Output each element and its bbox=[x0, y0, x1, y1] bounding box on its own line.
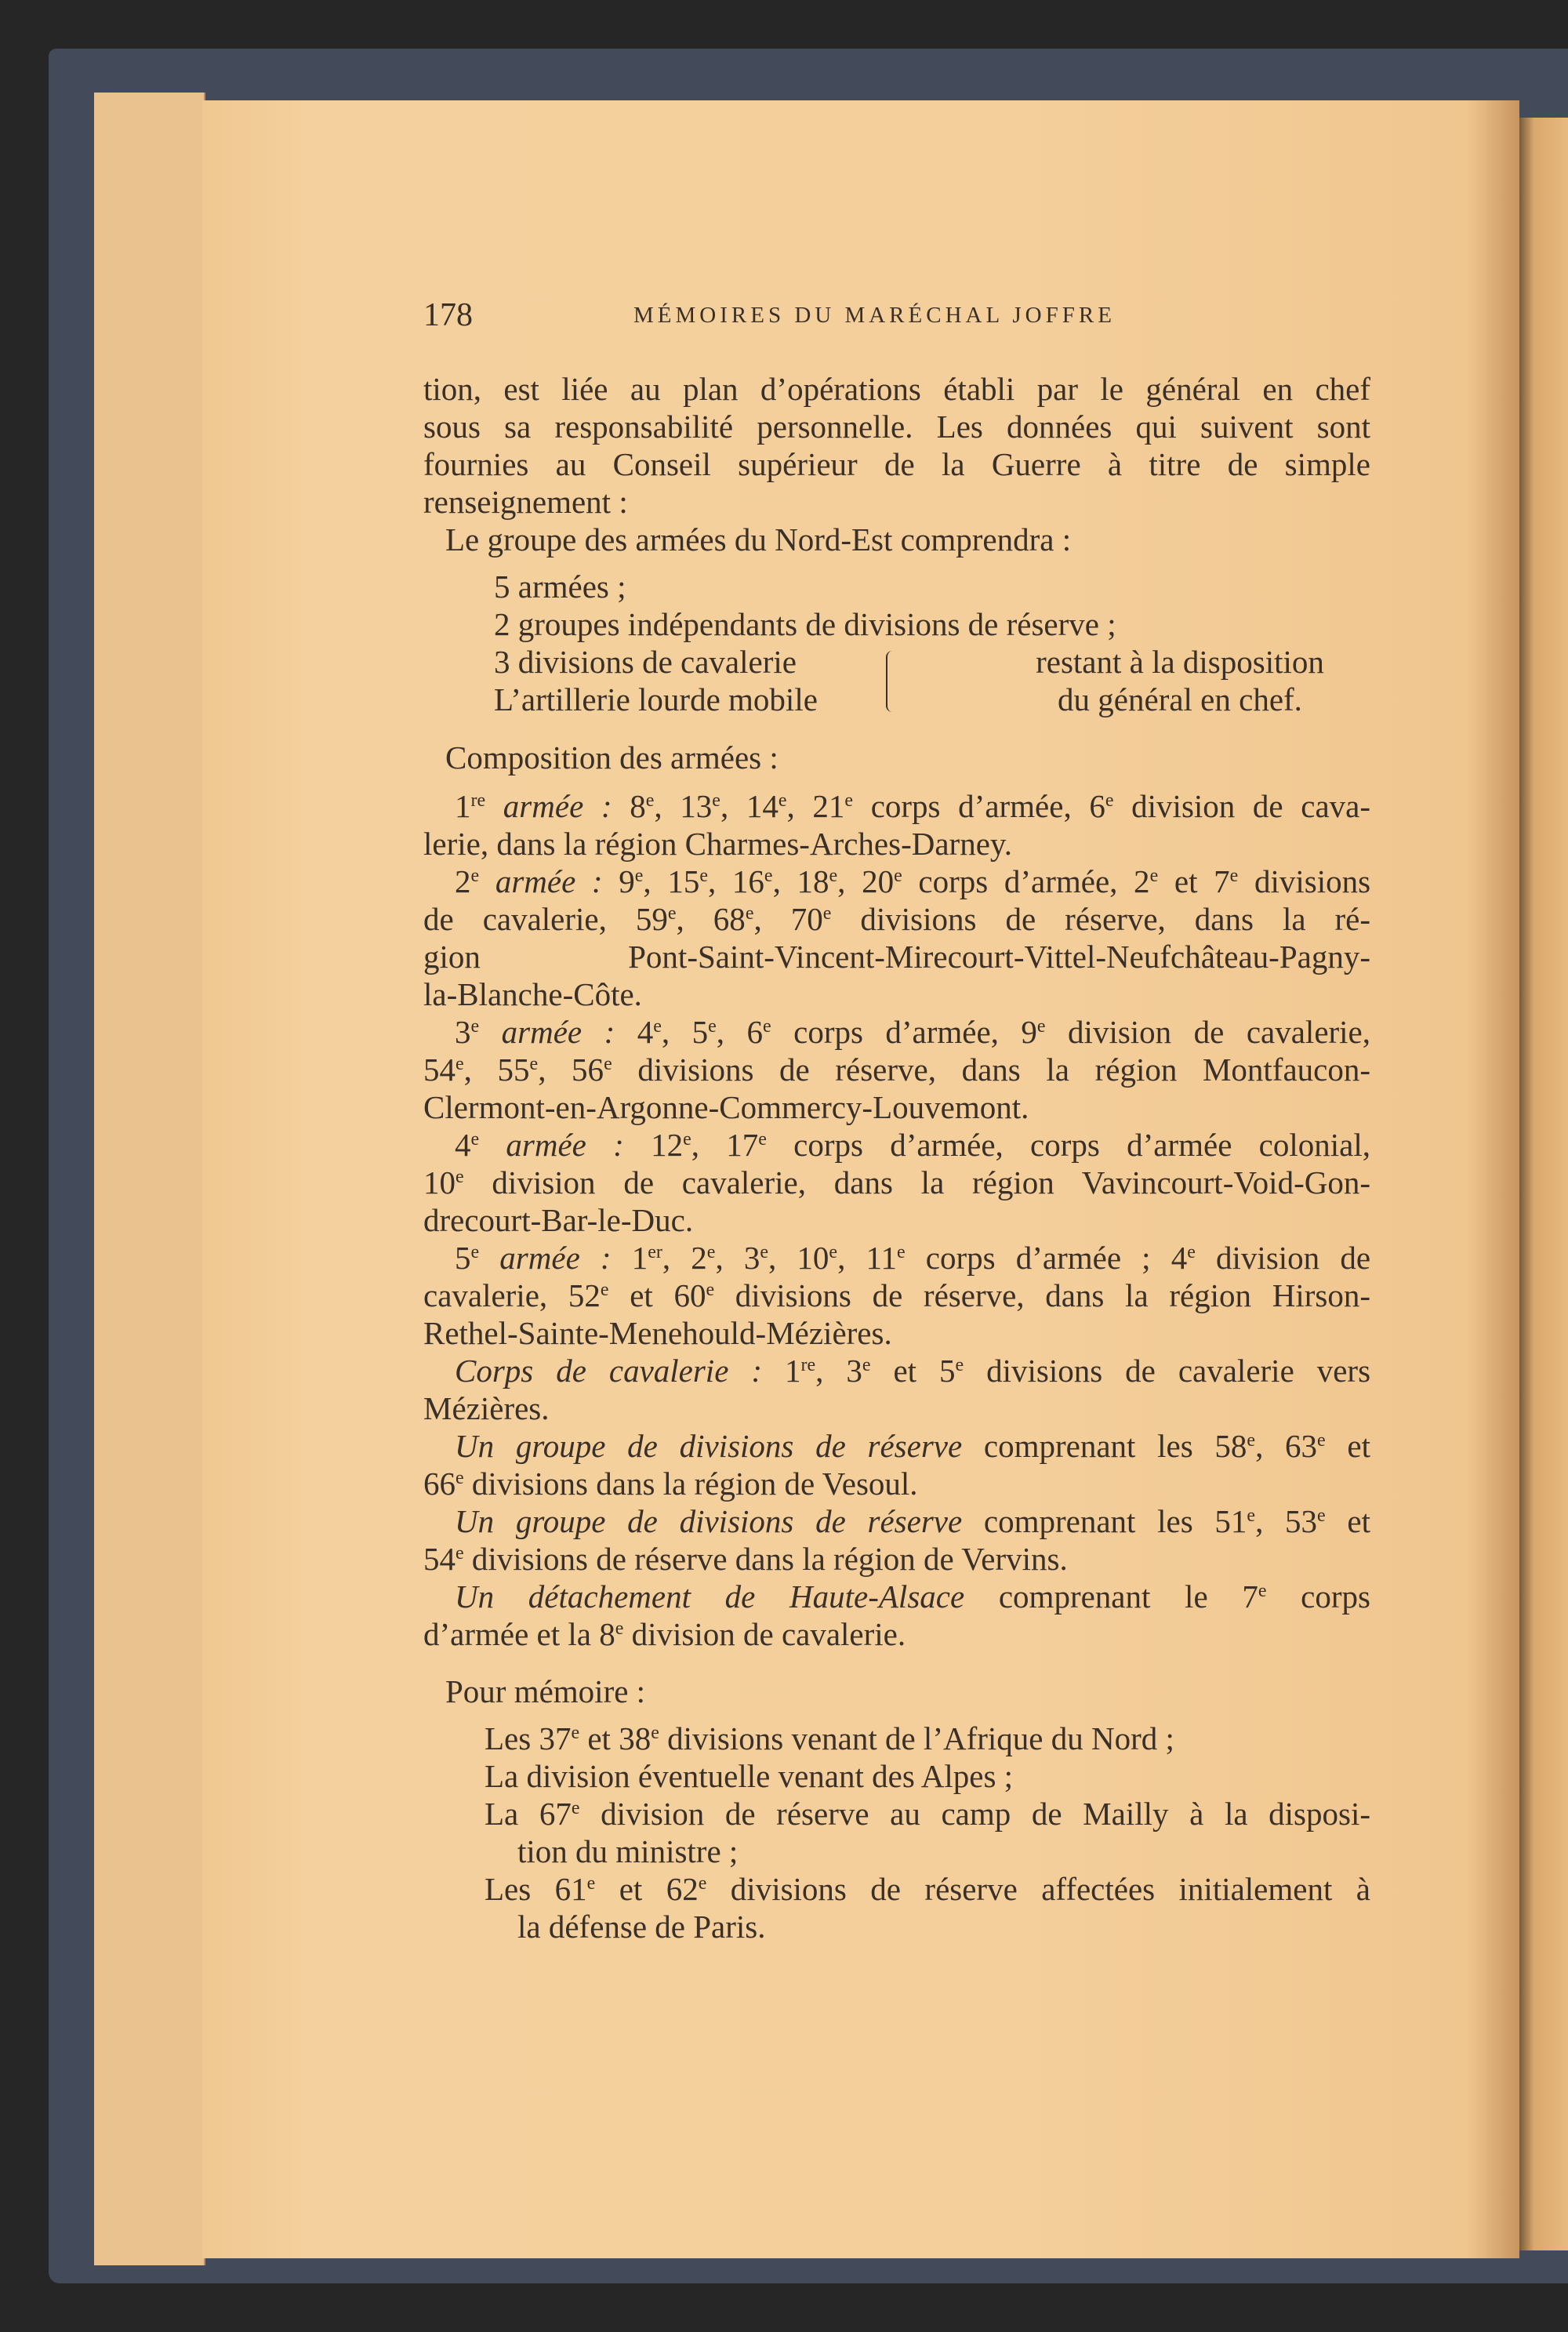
superscript: e bbox=[470, 1129, 480, 1150]
paragraph bbox=[423, 1578, 1370, 1653]
superscript: e bbox=[706, 1242, 716, 1262]
text-line: 2e armée : 9e, 15e, 16e, 18e, 20e corps d’armée, 2e et 7e divisions bbox=[455, 863, 1371, 899]
superscript: e bbox=[708, 1016, 717, 1037]
text-line: Pour mémoire : bbox=[445, 1673, 646, 1709]
superscript: e bbox=[571, 1723, 580, 1743]
superscript: e bbox=[1258, 1581, 1267, 1601]
italic-text: armée : bbox=[479, 1240, 612, 1276]
superscript: e bbox=[667, 903, 677, 924]
superscript: e bbox=[862, 1355, 871, 1375]
paragraph bbox=[423, 1427, 1370, 1502]
text-line: cavalerie, 52e et 60e divisions de réserve, dans la région Hirson- bbox=[423, 1277, 1370, 1313]
italic-text: Un groupe de divisions de réserve bbox=[455, 1503, 963, 1539]
text-line: 2 groupes indépendants de divisions de réserve ; bbox=[494, 606, 1116, 642]
text-line: la défense de Paris. bbox=[517, 1909, 766, 1945]
superscript: e bbox=[745, 903, 754, 924]
superscript: e bbox=[1036, 1016, 1046, 1037]
superscript: e bbox=[758, 1129, 767, 1150]
text-line: de cavalerie, 59e, 68e, 70e divisions de réserve, dans la ré- bbox=[423, 901, 1371, 937]
paragraph bbox=[423, 1673, 1370, 1710]
paragraph bbox=[423, 1352, 1370, 1427]
superscript: e bbox=[1187, 1242, 1196, 1262]
superscript: re bbox=[470, 790, 486, 811]
text-line: drecourt-Bar-le-Duc. bbox=[423, 1202, 694, 1238]
paragraph bbox=[423, 1239, 1370, 1352]
bracket-left-items bbox=[494, 643, 818, 718]
paragraph bbox=[423, 1126, 1370, 1239]
text-line: Corps de cavalerie : 1re, 3e et 5e divisions de cavalerie vers bbox=[455, 1353, 1371, 1389]
superscript: e bbox=[760, 1242, 769, 1262]
paragraph bbox=[423, 1720, 1370, 1757]
italic-text: Corps de cavalerie : bbox=[455, 1353, 763, 1389]
paragraph bbox=[423, 1757, 1370, 1795]
text-line: renseignement : bbox=[423, 484, 628, 520]
superscript: e bbox=[762, 1016, 771, 1037]
superscript: er bbox=[648, 1242, 662, 1262]
superscript: e bbox=[470, 1016, 480, 1037]
superscript: e bbox=[1105, 790, 1114, 811]
superscript: e bbox=[604, 1054, 612, 1074]
superscript: e bbox=[529, 1054, 539, 1074]
italic-text: Un détachement de Haute-Alsace bbox=[455, 1578, 965, 1615]
text-line: 4e armée : 12e, 17e corps d’armée, corps d’armée colonial, bbox=[455, 1127, 1370, 1163]
superscript: e bbox=[634, 866, 644, 886]
paragraph bbox=[423, 521, 1370, 558]
italic-text: armée : bbox=[479, 1014, 615, 1050]
superscript: e bbox=[712, 790, 720, 811]
superscript: e bbox=[1149, 866, 1159, 886]
italic-text: armée : bbox=[479, 863, 603, 899]
superscript: e bbox=[1317, 1430, 1326, 1451]
paragraph bbox=[423, 370, 1370, 521]
superscript: e bbox=[1247, 1506, 1256, 1526]
superscript: e bbox=[699, 866, 708, 886]
facing-page-edge bbox=[1519, 118, 1568, 2250]
italic-text: armée : bbox=[485, 788, 612, 824]
superscript: e bbox=[829, 1242, 838, 1262]
text-line: lerie, dans la région Charmes-Arches-Darney. bbox=[423, 826, 1012, 862]
text-line: 54e, 55e, 56e divisions de réserve, dans la région Montfaucon- bbox=[423, 1052, 1371, 1088]
superscript: e bbox=[683, 1129, 691, 1150]
superscript: e bbox=[1247, 1430, 1256, 1451]
superscript: e bbox=[822, 903, 832, 924]
superscript: e bbox=[600, 1280, 609, 1300]
paragraph bbox=[423, 1013, 1370, 1126]
list-item: L’artillerie lourde mobile bbox=[494, 681, 818, 717]
superscript: e bbox=[586, 1873, 596, 1894]
paragraph bbox=[423, 1870, 1370, 1945]
superscript: e bbox=[1229, 866, 1239, 886]
text-line: Clermont-en-Argonne-Commercy-Louvemont. bbox=[423, 1089, 1029, 1125]
list-item: 3 divisions de cavalerie bbox=[494, 644, 797, 680]
paragraph bbox=[423, 739, 1370, 776]
page-body bbox=[423, 370, 1370, 1945]
paragraph bbox=[423, 1795, 1370, 1870]
superscript: e bbox=[778, 790, 787, 811]
superscript: e bbox=[698, 1873, 707, 1894]
superscript: e bbox=[456, 1543, 464, 1564]
italic-text: Un groupe de divisions de réserve bbox=[455, 1428, 963, 1464]
text-line: Les 37e et 38e divisions venant de l’Afrique du Nord ; bbox=[485, 1720, 1174, 1756]
text-line: 1re armée : 8e, 13e, 14e, 21e corps d’armée, 6e division de cava- bbox=[455, 788, 1371, 824]
superscript: e bbox=[456, 1468, 464, 1488]
text-line: 5e armée : 1er, 2e, 3e, 10e, 11e corps d’armée ; 4e division de bbox=[455, 1240, 1371, 1276]
bracket-group bbox=[423, 643, 1370, 718]
text-line: tion, est liée au plan d’opérations établi par le général en chef bbox=[423, 371, 1370, 407]
text-line: Un groupe de divisions de réserve comprenant les 58e, 63e et bbox=[455, 1428, 1370, 1464]
text-line: d’armée et la 8e division de cavalerie. bbox=[423, 1616, 906, 1652]
superscript: e bbox=[470, 1242, 480, 1262]
text-line: Un détachement de Haute-Alsace comprenant le 7e corps bbox=[455, 1578, 1370, 1615]
text-line: 66e divisions dans la région de Vesoul. bbox=[423, 1466, 918, 1502]
bracket-note bbox=[988, 643, 1372, 718]
paragraph bbox=[423, 787, 1370, 863]
text-line: La 67e division de réserve au camp de Mailly à la disposi- bbox=[485, 1796, 1370, 1832]
text-line: 54e divisions de réserve dans la région de Vervins. bbox=[423, 1541, 1068, 1577]
text-line: Rethel-Sainte-Menehould-Mézières. bbox=[423, 1315, 892, 1351]
superscript: re bbox=[800, 1355, 816, 1375]
superscript: e bbox=[955, 1355, 964, 1375]
note-line: restant à la disposition bbox=[1036, 644, 1324, 680]
text-line: tion du ministre ; bbox=[517, 1833, 739, 1869]
superscript: e bbox=[829, 866, 838, 886]
italic-text: armée : bbox=[479, 1127, 624, 1163]
text-line: 5 armées ; bbox=[494, 568, 626, 605]
paragraph bbox=[423, 863, 1370, 1013]
text-line: Un groupe de divisions de réserve comprenant les 51e, 53e et bbox=[455, 1503, 1370, 1539]
curly-bracket bbox=[886, 651, 895, 712]
superscript: e bbox=[456, 1167, 464, 1187]
superscript: e bbox=[764, 866, 773, 886]
superscript: e bbox=[844, 790, 854, 811]
superscript: e bbox=[456, 1054, 464, 1074]
text-line: Les 61e et 62e divisions de réserve affectées initialement à bbox=[485, 1871, 1370, 1907]
superscript: e bbox=[1317, 1506, 1326, 1526]
text-line: sous sa responsabilité personnelle. Les données qui suivent sont bbox=[423, 409, 1370, 445]
text-line: la-Blanche-Côte. bbox=[423, 976, 642, 1012]
text-line: gion Pont-Saint-Vincent-Mirecourt-Vittel-Neufchâteau-Pagny- bbox=[423, 939, 1370, 975]
running-title: MÉMOIRES DU MARÉCHAL JOFFRE bbox=[633, 303, 1116, 328]
text-line: fournies au Conseil supérieur de la Guerre à titre de simple bbox=[423, 446, 1370, 482]
superscript: e bbox=[571, 1798, 580, 1818]
paragraph bbox=[423, 1502, 1370, 1578]
superscript: e bbox=[653, 1016, 662, 1037]
superscript: e bbox=[470, 866, 480, 886]
superscript: e bbox=[706, 1280, 715, 1300]
superscript: e bbox=[894, 866, 902, 886]
superscript: e bbox=[615, 1618, 624, 1639]
note-line: du général en chef. bbox=[1058, 681, 1302, 717]
paragraph bbox=[423, 568, 1370, 643]
superscript: e bbox=[896, 1242, 906, 1262]
page-number: 178 bbox=[423, 297, 473, 333]
text-line: 3e armée : 4e, 5e, 6e corps d’armée, 9e division de cavalerie, bbox=[455, 1014, 1371, 1050]
superscript: e bbox=[651, 1723, 659, 1743]
text-line: La division éventuelle venant des Alpes ; bbox=[485, 1758, 1014, 1794]
superscript: e bbox=[645, 790, 655, 811]
text-line: Mézières. bbox=[423, 1390, 550, 1426]
text-line: 10e division de cavalerie, dans la région Vavincourt-Void-Gon- bbox=[423, 1164, 1370, 1201]
page-edges bbox=[174, 93, 205, 2265]
text-line: Le groupe des armées du Nord-Est comprendra : bbox=[445, 521, 1072, 558]
page-header bbox=[423, 296, 1370, 336]
text-line: Composition des armées : bbox=[445, 739, 779, 776]
